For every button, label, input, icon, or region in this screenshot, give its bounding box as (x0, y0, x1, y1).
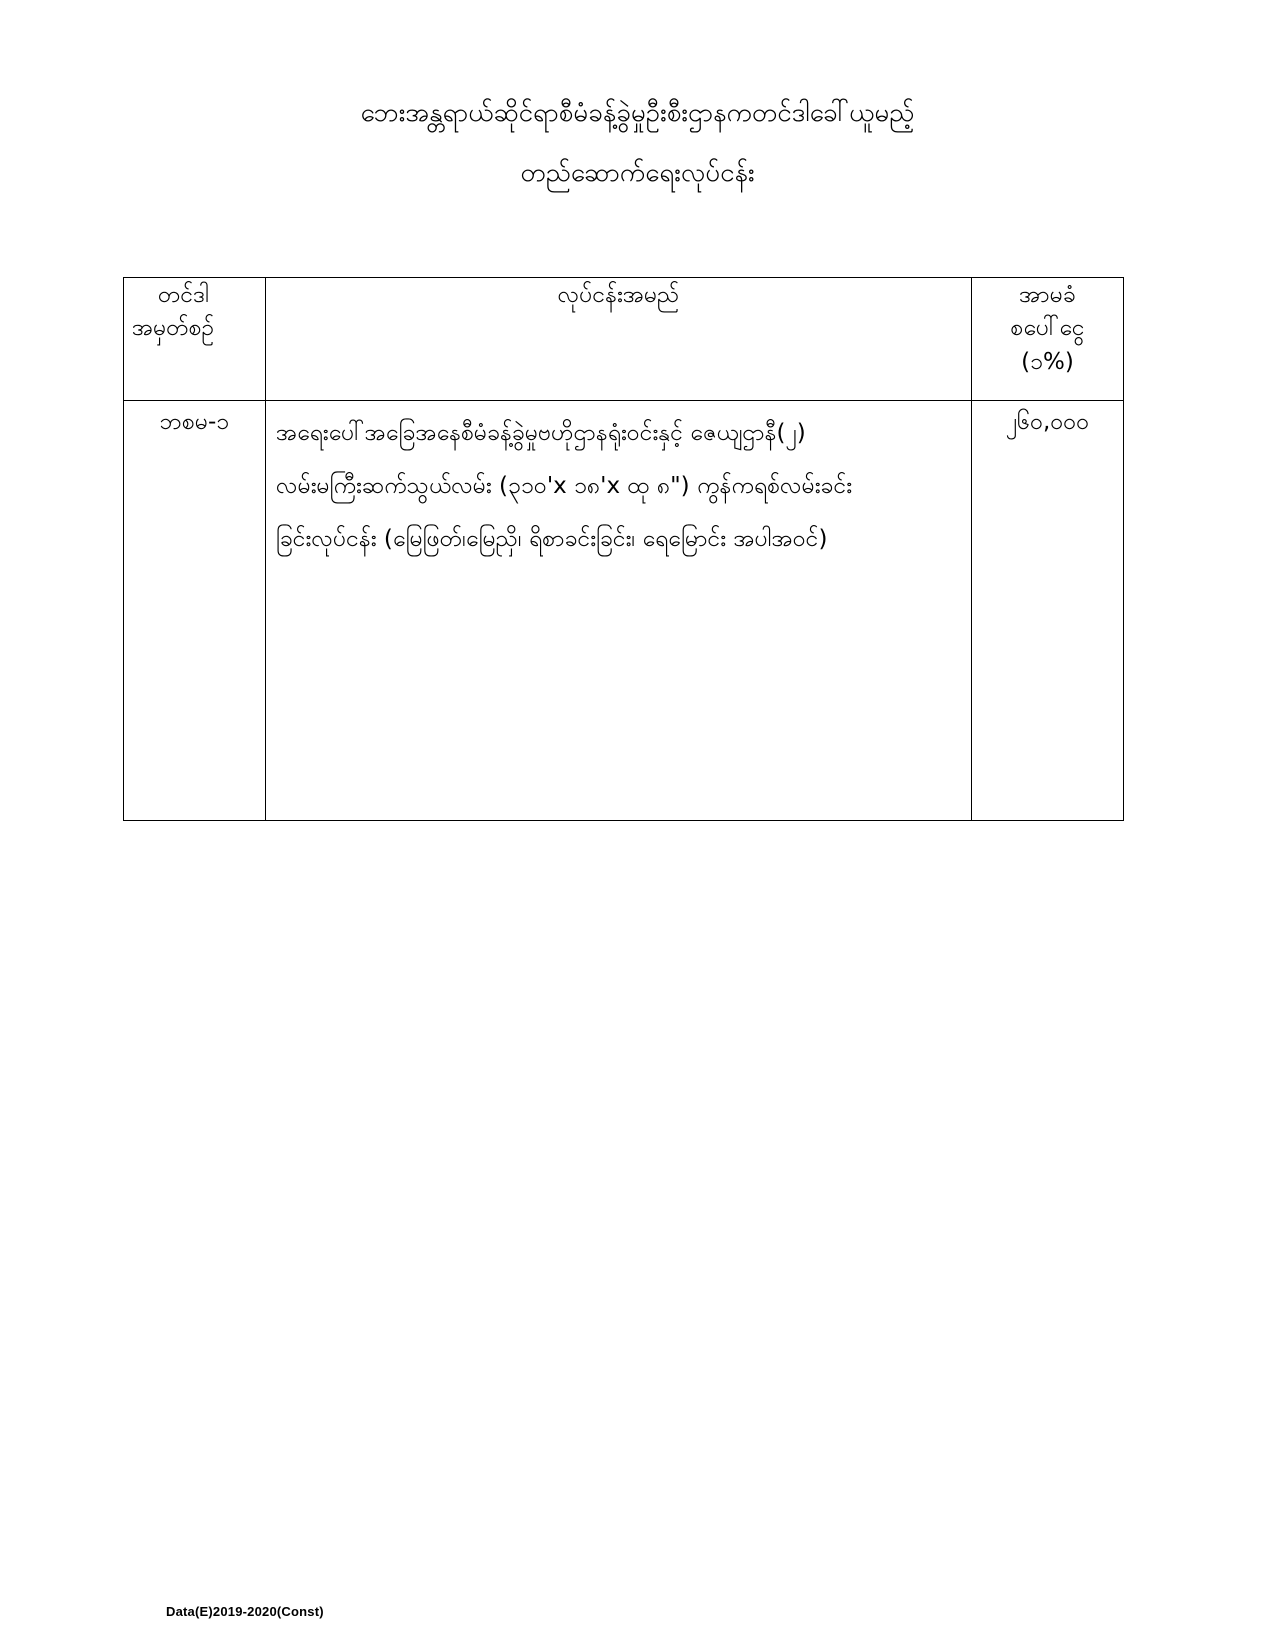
document-title: ဘေးအန္တရာယ်ဆိုင်ရာစီမံခန့်ခွဲမှုဦးစီးဌာနကတင်ဒါခေါ်ယူမည့် (360, 98, 915, 128)
header-deposit (972, 278, 1124, 401)
table-row (124, 401, 1124, 821)
document-subtitle: တည်ဆောက်ရေးလုပ်ငန်း (520, 158, 755, 188)
header-work-name: လုပ်ငန်းအမည် (266, 278, 972, 401)
tender-table (123, 277, 1124, 821)
header-tender-no-line1: တင်ဒါ (158, 282, 210, 308)
header-deposit-line2: စပေါ်ငွေ (1010, 315, 1085, 342)
header-deposit-line1: အာမခံ (1019, 282, 1076, 308)
header-deposit-line3: (၁%) (1021, 348, 1074, 375)
cell-work-name (266, 401, 972, 821)
work-name-line2: လမ်းမကြီးဆက်သွယ်လမ်း (၃၁၀'x ၁၈'x ထု ၈") ကွန်ကရစ်လမ်းခင်း (276, 472, 853, 499)
header-tender-no (124, 278, 266, 401)
cell-deposit: ၂၆၀,၀၀၀ (972, 401, 1124, 821)
header-tender-no-line2: အမှတ်စဉ် (132, 315, 215, 342)
table-header-row (124, 278, 1124, 401)
work-name-line1: အရေးပေါ်အခြေအနေစီမံခန့်ခွဲမှုဗဟိုဌာနရုံးဝင်းနှင့် ဇေယျဌာနီ(၂) (276, 420, 806, 446)
cell-tender-no: ဘစမ-၁ (124, 401, 266, 821)
work-name-line3: ခြင်းလုပ်ငန်း (မြေဖြတ်၊မြေညှိ၊ ရိစာခင်းခြင်း၊ ရေမြောင်း အပါအဝင်) (276, 525, 828, 552)
footer-reference: Data(E)2019-2020(Const) (166, 1604, 324, 1619)
